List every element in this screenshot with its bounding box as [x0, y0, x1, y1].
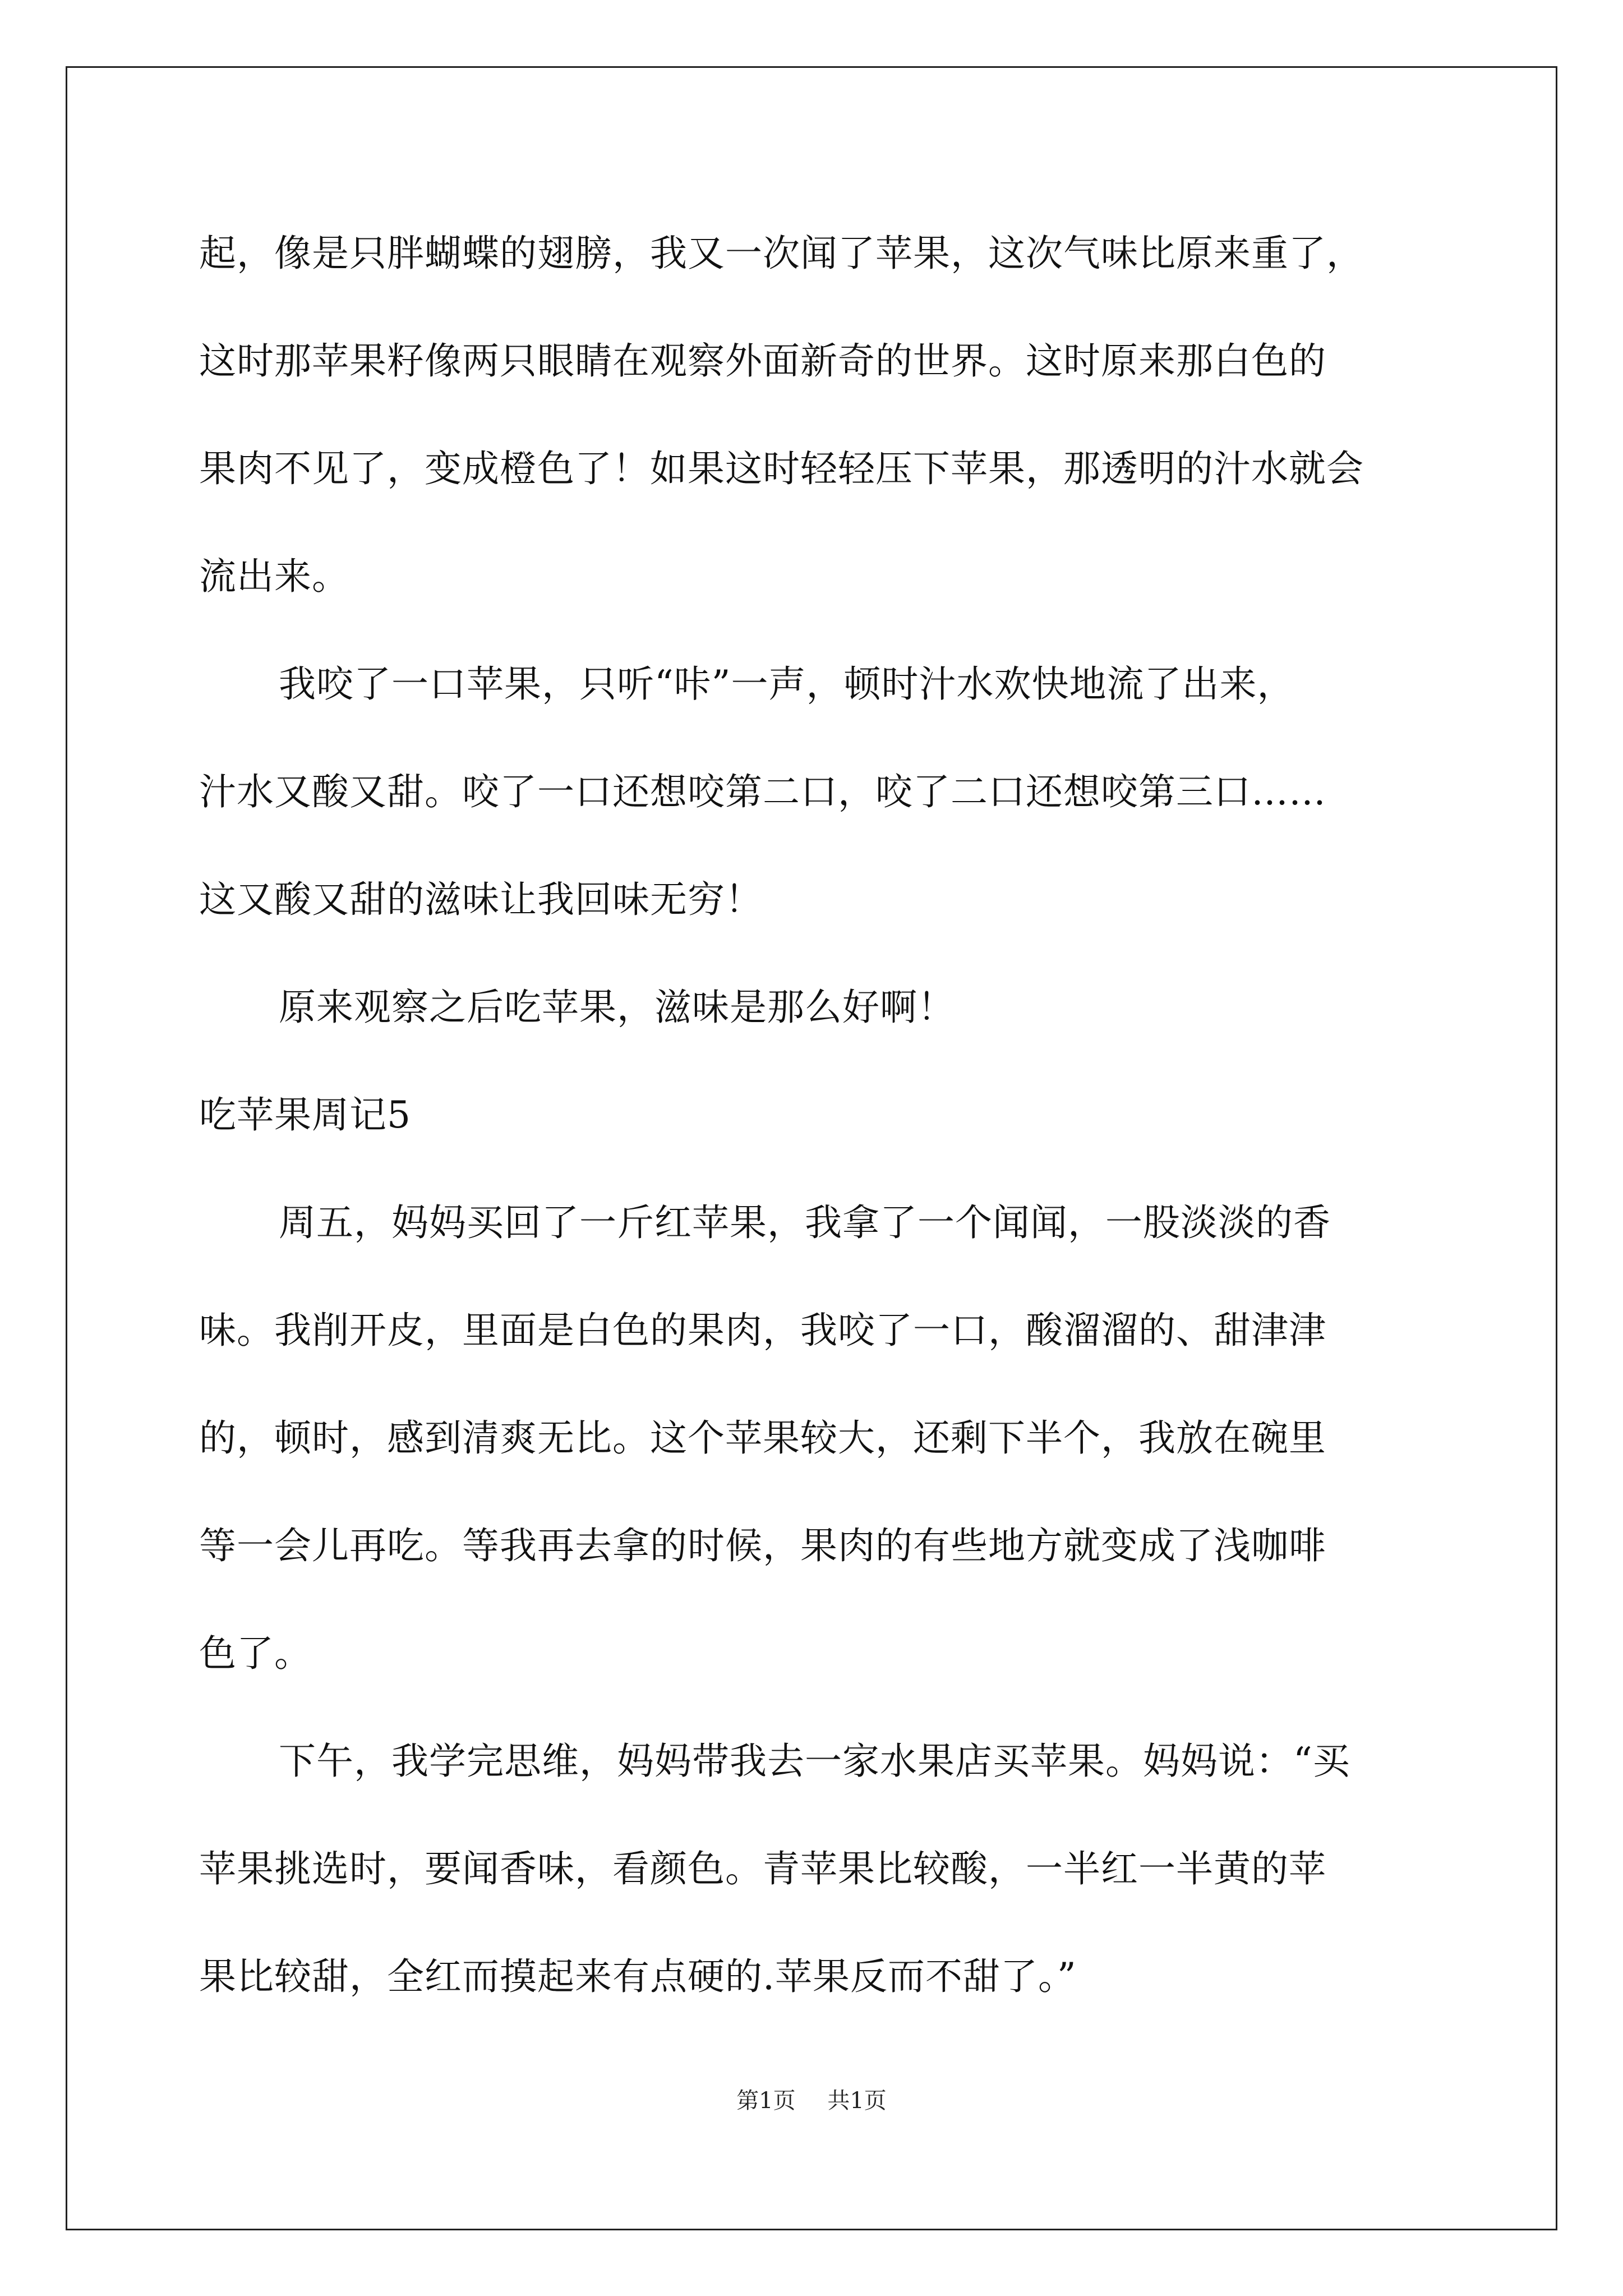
- text-line: 这时那苹果籽像两只眼睛在观察外面新奇的世界。这时原来那白色的: [199, 339, 1326, 383]
- page-number-current: 第1页: [736, 2088, 796, 2114]
- section-heading: 吃苹果周记5: [199, 1093, 411, 1137]
- text-line: 等一会儿再吃。等我再去拿的时候，果肉的有些地方就变成了浅咖啡: [199, 1524, 1326, 1567]
- text-line: 苹果挑选时，要闻香味，看颜色。青苹果比较酸，一半红一半黄的苹: [199, 1847, 1326, 1890]
- document-body: [199, 200, 1438, 2031]
- text-line: 的，顿时，感到清爽无比。这个苹果较大，还剩下半个，我放在碗里: [199, 1416, 1326, 1460]
- text-line: 果比较甜，全红而摸起来有点硬的.苹果反而不甜了。”: [199, 1955, 1077, 1998]
- page-footer: [0, 2084, 1623, 2118]
- text-line: 味。我削开皮，里面是白色的果肉，我咬了一口，酸溜溜的、甜津津: [199, 1309, 1326, 1352]
- text-line: 这又酸又甜的滋味让我回味无穷！: [199, 878, 763, 921]
- text-line-indented: 我咬了一口苹果，只听“咔”一声，顿时汁水欢快地流了出来，: [279, 662, 1295, 706]
- text-line-indented: 原来观察之后吃苹果，滋味是那么好啊！: [279, 986, 955, 1029]
- page-number-total: 共1页: [827, 2088, 887, 2114]
- text-line-indented: 下午，我学完思维，妈妈带我去一家水果店买苹果。妈妈说：“买: [279, 1740, 1350, 1783]
- text-line: 果肉不见了，变成橙色了！如果这时轻轻压下苹果，那透明的汁水就会: [199, 447, 1364, 490]
- text-line-indented: 周五，妈妈买回了一斤红苹果，我拿了一个闻闻，一股淡淡的香: [279, 1201, 1331, 1244]
- text-line: 起，像是只胖蝴蝶的翅膀，我又一次闻了苹果，这次气味比原来重了，: [199, 232, 1364, 275]
- text-line: 流出来。: [199, 555, 349, 598]
- text-line: 色了。: [199, 1632, 312, 1675]
- text-line: 汁水又酸又甜。咬了一口还想咬第二口，咬了二口还想咬第三口……: [199, 770, 1326, 813]
